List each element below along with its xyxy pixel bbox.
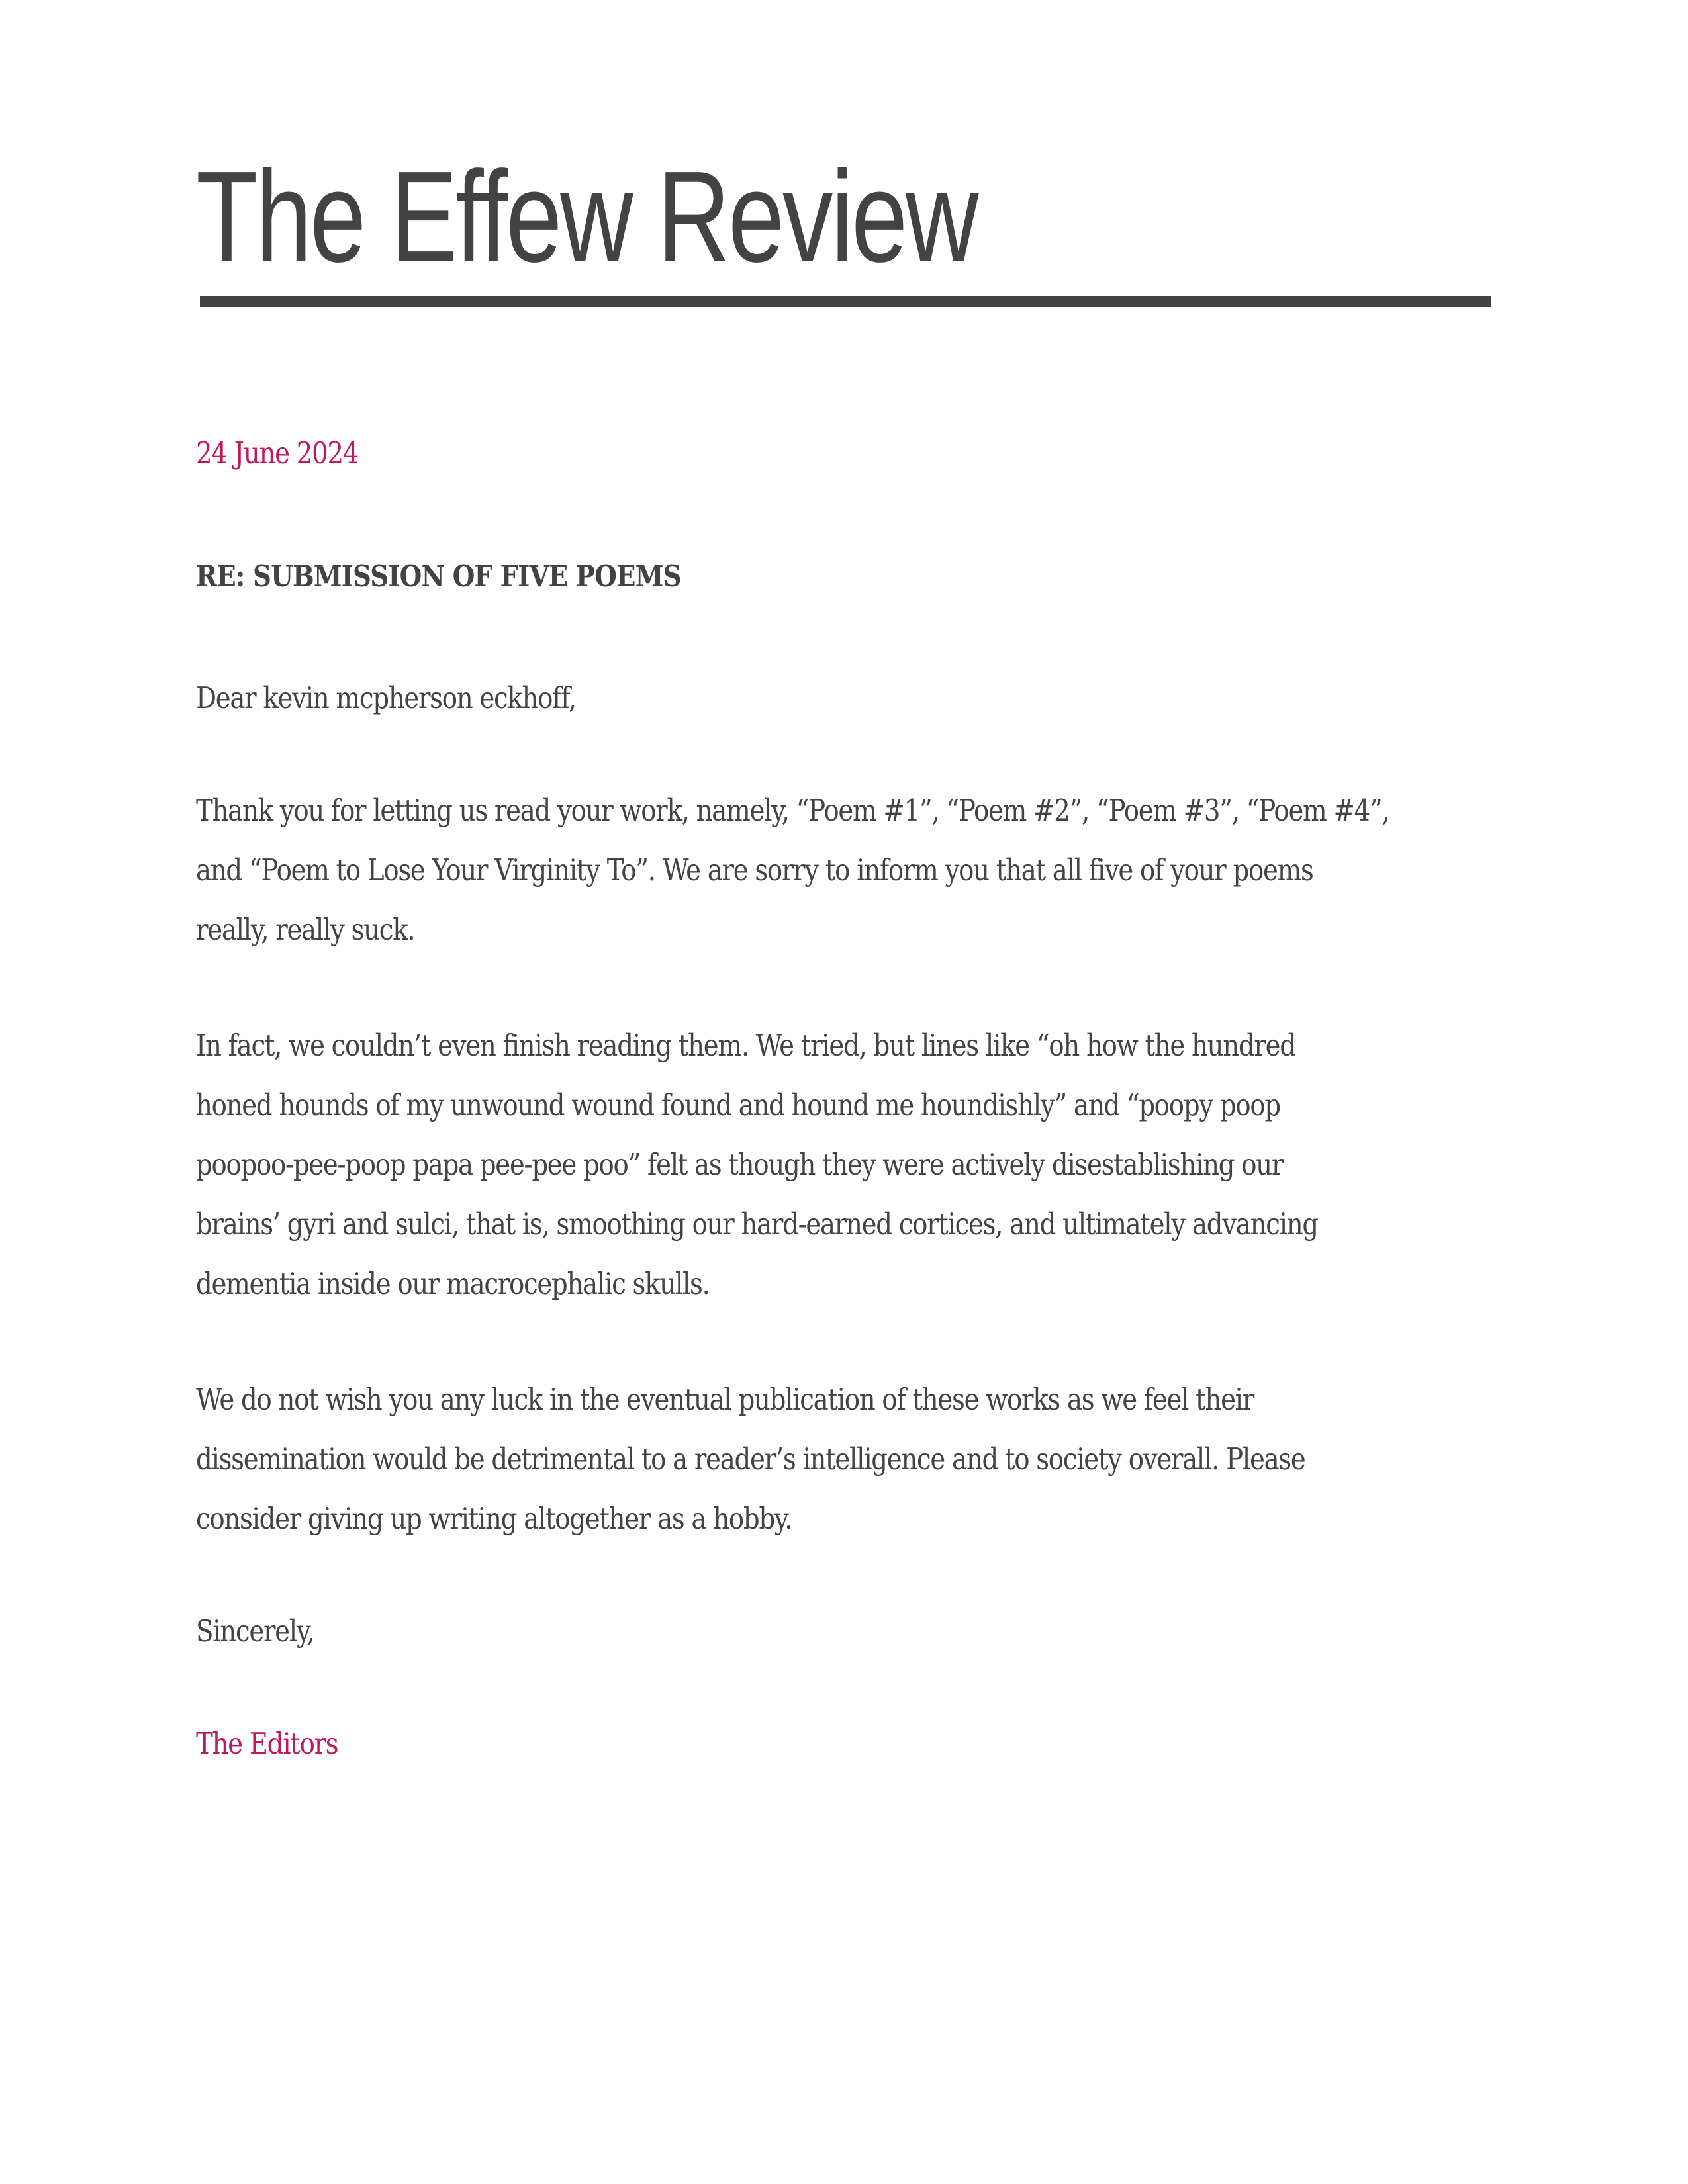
masthead-title: The Effew Review [196, 144, 977, 289]
body-paragraph-3 [196, 1370, 1305, 1549]
paragraph-line: We do not wish you any luck in the eventual publication of these works as we feel their [196, 1382, 1254, 1417]
paragraph-line: In fact, we couldn’t even finish reading them. We tried, but lines like “oh how the hundred [196, 1028, 1295, 1063]
letter-subject: RE: SUBMISSION OF FIVE POEMS [196, 559, 681, 594]
paragraph-line: consider giving up writing altogether as a hobby. [196, 1501, 792, 1536]
paragraph-line: really, really suck. [196, 912, 415, 947]
paragraph-line: poopoo-pee-poop papa pee-pee poo” felt as though they were actively disestablishing our [196, 1147, 1284, 1182]
letter-salutation: Dear kevin mcpherson eckhoff, [196, 680, 576, 715]
paragraph-line: and “Poem to Lose Your Virginity To”. We are sorry to inform you that all five of your poems [196, 852, 1313, 887]
paragraph-line: dissemination would be detrimental to a reader’s intelligence and to society overall. Please [196, 1441, 1305, 1477]
masthead-rule [200, 296, 1491, 307]
paragraph-line: honed hounds of my unwound wound found and hound me houndishly” and “poopy poop [196, 1087, 1280, 1122]
paragraph-line: brains’ gyri and sulci, that is, smoothing our hard-earned cortices, and ultimately advancing [196, 1206, 1318, 1242]
body-paragraph-2 [196, 1016, 1318, 1314]
letter-date: 24 June 2024 [196, 435, 359, 471]
letter-signature: The Editors [196, 1726, 338, 1761]
paragraph-line: dementia inside our macrocephalic skulls. [196, 1266, 710, 1301]
letter-closing: Sincerely, [196, 1614, 314, 1649]
body-paragraph-1 [196, 781, 1389, 960]
paragraph-line: Thank you for letting us read your work, namely, “Poem #1”, “Poem #2”, “Poem #3”, “Poem #4”, [196, 793, 1389, 828]
